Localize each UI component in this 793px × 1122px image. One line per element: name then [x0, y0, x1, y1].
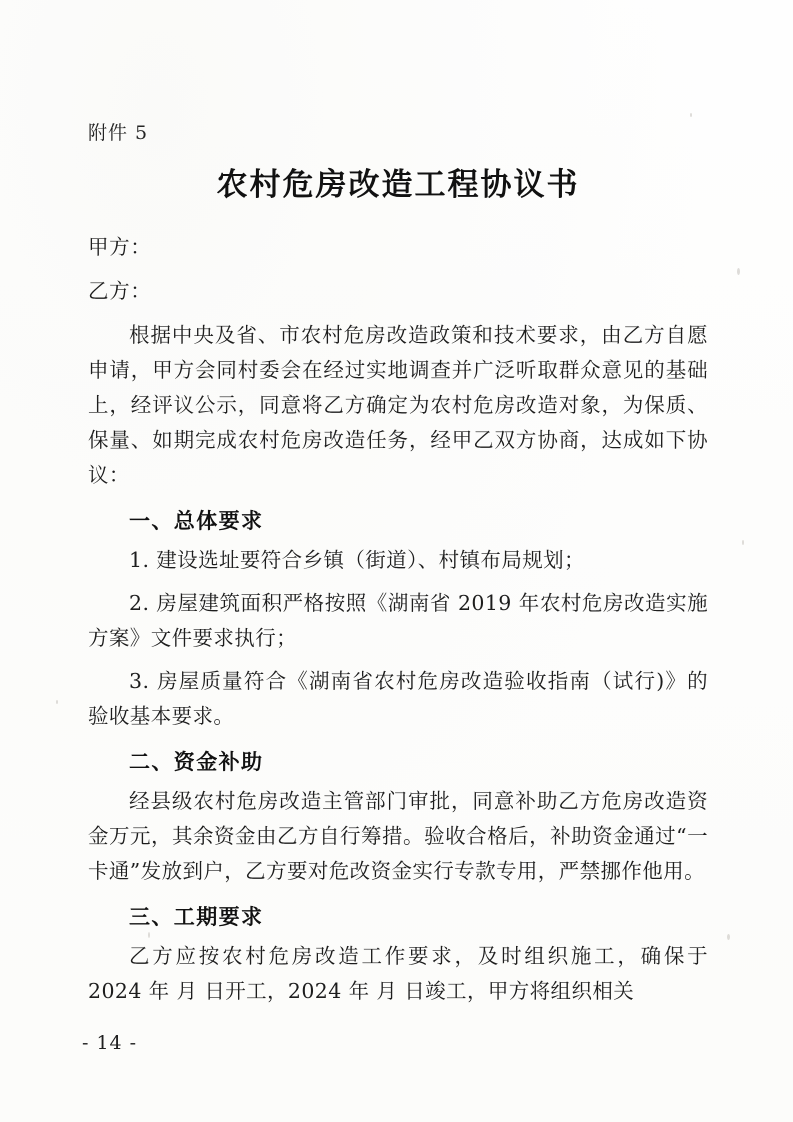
preamble-paragraph: 根据中央及省、市农村危房改造政策和技术要求，由乙方自愿申请，甲方会同村委会在经过实地调查并广泛听取群众意见的基础上，经评议公示，同意将乙方确定为农村危房改造对象，为保质、保量、如期完成农村危房改造任务，经甲乙双方协商，达成如下协议：	[88, 323, 708, 487]
list-item: 1. 建设选址要符合乡镇（街道）、村镇布局规划；	[129, 548, 585, 572]
party-b-label: 乙方：	[88, 279, 152, 303]
page-title: 农村危房改造工程协议书	[216, 167, 580, 203]
section-3-paragraph: 乙方应按农村危房改造工作要求，及时组织施工，确保于 2024 年 月 日开工，2024 年 月 日竣工，甲方将组织相关	[88, 944, 708, 1003]
scan-speckle	[727, 934, 730, 940]
document-body	[88, 0, 708, 1009]
scan-speckle	[737, 268, 740, 275]
section-heading-3: 三、工期要求	[129, 905, 264, 929]
section-heading-2: 二、资金补助	[129, 750, 264, 774]
section-2-paragraph: 经县级农村危房改造主管部门审批，同意补助乙方危房改造资金万元，其余资金由乙方自行筹措。验收合格后，补助资金通过“一卡通”发放到户，乙方要对危改资金实行专款专用，严禁挪作他用。	[88, 789, 708, 883]
attachment-label: 附件 5	[88, 122, 149, 144]
scan-speckle	[742, 540, 744, 545]
party-a-label: 甲方：	[88, 235, 152, 259]
section-heading-1: 一、总体要求	[129, 509, 264, 533]
page-number: - 14 -	[82, 1032, 138, 1054]
list-item: 3. 房屋质量符合《湖南省农村危房改造验收指南（试行)》的验收基本要求。	[88, 669, 708, 728]
scan-speckle	[56, 700, 58, 704]
list-item: 2. 房屋建筑面积严格按照《湖南省 2019 年农村危房改造实施方案》文件要求执行；	[88, 591, 708, 650]
